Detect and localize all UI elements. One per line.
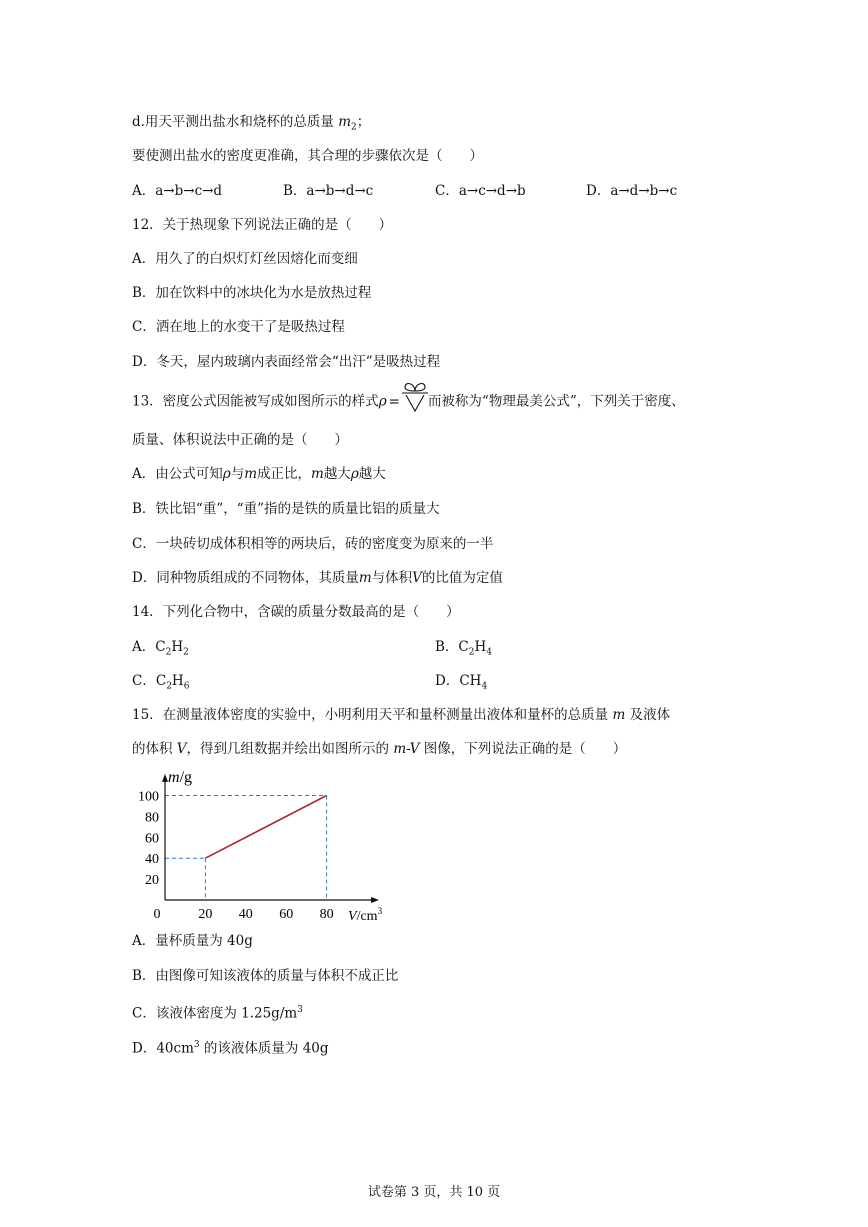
q11-option-b: B．a→b→d→c xyxy=(283,183,374,199)
y-tick-label: 60 xyxy=(145,831,159,847)
q12-option-d: D．冬天，屋内玻璃内表面经常会“出汗”是吸热过程 xyxy=(132,354,441,370)
q11-option-d: D．a→d→b→c xyxy=(586,183,678,199)
q12-option-c: C．洒在地上的水变干了是吸热过程 xyxy=(132,319,345,335)
q14-option-a: A．$C_2H_2$ xyxy=(132,639,189,658)
m-v-graph xyxy=(128,764,408,924)
q12-option-b: B．加在饮料中的冰块化为水是放热过程 xyxy=(132,285,372,301)
q12-stem: 12．关于热现象下列说法正确的是（ ） xyxy=(132,217,393,233)
q13-option-c: C．一块砖切成体积相等的两块后，砖的密度变为原来的一半 xyxy=(132,536,494,552)
x-tick-label: 20 xyxy=(198,907,213,922)
y-tick-label: 80 xyxy=(145,810,159,826)
q15-option-a: A．量杯质量为 40g xyxy=(132,933,253,949)
y-tick-label: 100 xyxy=(138,789,159,805)
q14-option-d: D．$CH_4$ xyxy=(435,673,488,692)
q13-option-d: D．同种物质组成的不同物体，其质量m与体积V的比值为定值 xyxy=(132,570,503,586)
x-tick-label: 0 xyxy=(153,907,161,922)
q15-option-b: B．由图像可知该液体的质量与体积不成正比 xyxy=(132,968,399,984)
q11-option-a: A．a→b→c→d xyxy=(132,183,223,199)
q13-stem: 13．密度公式因能被写成如图所示的样式ρ = 而被称为“物理最美公式”，下列关于密度、 xyxy=(132,391,685,413)
y-tick-label: 20 xyxy=(145,873,159,889)
q14-option-b: B．$C_2H_4$ xyxy=(435,639,493,658)
m-v-line xyxy=(205,796,326,859)
q13-option-a: A．由公式可知ρ与m成正比，m越大ρ越大 xyxy=(132,466,386,482)
x-axis-label: $V/cm^3$ xyxy=(348,906,383,924)
q13-option-b: B．铁比铝“重”，“重”指的是铁的质量比铝的质量大 xyxy=(132,501,440,517)
q15-stem: 15．在测量液体密度的实验中，小明利用天平和量杯测量出液体和量杯的总质量 m 及液体 xyxy=(132,707,671,723)
y-tick-label: 40 xyxy=(145,852,159,868)
q11-step-d: d.用天平测出盐水和烧杯的总质量 $m_2$； xyxy=(132,114,371,133)
q13-stem-line2: 质量、体积说法中正确的是（ ） xyxy=(132,432,348,448)
q15-option-c: C．该液体密度为 $1.25g/m^3$ xyxy=(132,1005,303,1022)
q11-option-c: C．a→c→d→b xyxy=(435,183,526,199)
y-axis-label: m/g xyxy=(168,769,193,786)
q15-option-d: D．$40cm^3$ 的该液体质量为 40g xyxy=(132,1040,329,1057)
x-tick-label: 40 xyxy=(238,907,253,922)
q14-option-c: C．$C_2H_6$ xyxy=(132,673,190,692)
q15-stem-line2: 的体积 V，得到几组数据并绘出如图所示的 m-V 图像，下列说法正确的是（ ） xyxy=(132,741,627,757)
q12-option-a: A．用久了的白炽灯灯丝因熔化而变细 xyxy=(132,251,358,267)
x-axis-arrow xyxy=(371,897,379,903)
heart-fraction-icon xyxy=(402,379,428,413)
x-tick-label: 60 xyxy=(279,907,294,922)
q11-question: 要使测出盐水的密度更准确，其合理的步骤依次是（ ） xyxy=(132,148,483,164)
x-tick-label: 80 xyxy=(319,907,334,922)
q14-stem: 14．下列化合物中，含碳的质量分数最高的是（ ） xyxy=(132,604,460,620)
page-footer: 试卷第 3 页，共 10 页 xyxy=(367,1185,501,1200)
